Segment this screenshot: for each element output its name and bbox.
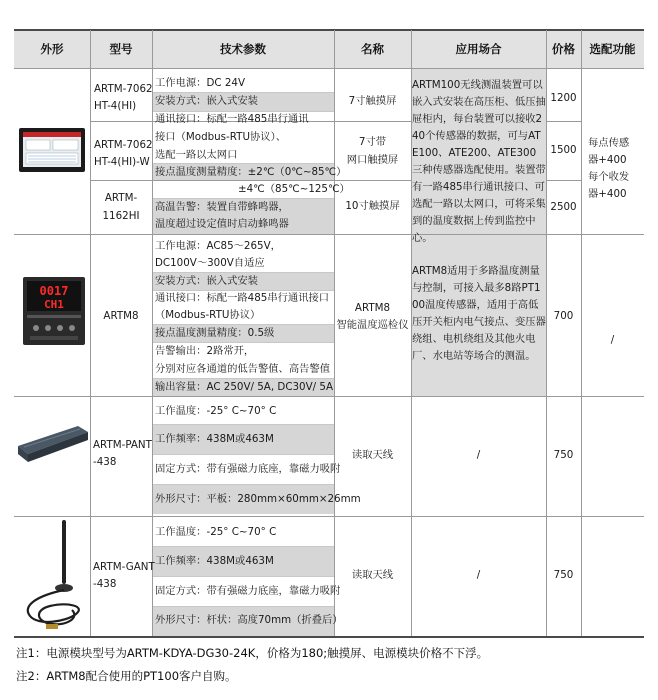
name-7in-touchscreen: 7寸触摸屏 bbox=[348, 95, 397, 107]
model-artm8: ARTM8 bbox=[103, 310, 139, 322]
spec-comm-2: （Modbus-RTU协议） bbox=[155, 309, 261, 321]
spec-alarm-1: 高温告警：装置自带蜂鸣器， bbox=[155, 201, 289, 213]
model-artm-7062-l1: ARTM-7062 bbox=[94, 83, 153, 95]
spec-temperature: 工作温度：-25° C~70° C bbox=[155, 526, 277, 538]
spec-separator bbox=[152, 576, 334, 577]
spec-power-dc: DC100V～300V自适应 bbox=[155, 257, 265, 269]
spec-comm-2: 接口（Modbus-RTU协议）、 bbox=[155, 131, 287, 143]
header-application: 应用场合 bbox=[455, 42, 502, 56]
name-7in-network-l1: 7寸带 bbox=[358, 136, 387, 148]
option-line-1: 每点传感 bbox=[588, 137, 630, 149]
footnote-2: 注2：ARTM8配合使用的PT100客户自购。 bbox=[16, 669, 237, 683]
name-7in-network-l2: 网口触摸屏 bbox=[346, 154, 399, 166]
spec-comm-1: 通讯接口：标配一路485串行通讯 bbox=[155, 113, 309, 125]
model-artm-gant-l1: ARTM-GANT bbox=[93, 561, 155, 573]
price-700: 700 bbox=[553, 310, 574, 322]
spec-mounting: 固定方式：带有强磁力底座，靠磁力吸附 bbox=[155, 463, 341, 475]
display-top-readout: 0017 bbox=[39, 284, 69, 298]
spec-separator bbox=[152, 424, 334, 425]
name-artm8-l2: 智能温度巡检仪 bbox=[336, 319, 409, 331]
application-artm100: ARTM100无线测温装置可以嵌入式安装在高压柜、低压抽屉柜内，每台装置可以接收240个传感器的数据，可与ATE100、ATE200、ATE300三种传感器选配使用。装置带有一路485串行通讯接口、可选配一路以太网口，可将采集到的温度数据上传到监控中心。 bbox=[412, 79, 546, 244]
price-1500: 1500 bbox=[550, 144, 577, 156]
header-specs: 技术参数 bbox=[220, 42, 266, 56]
spec-temperature: 工作温度：-25° C~70° C bbox=[155, 405, 277, 417]
spec-comm-3: 选配一路以太网口 bbox=[155, 149, 238, 161]
name-10in-touchscreen: 10寸触摸屏 bbox=[345, 200, 400, 212]
footnote-1: 注1：电源模块型号为ARTM-KDYA-DG30-24K，价格为180;触摸屏、电源模块价格不下浮。 bbox=[16, 646, 489, 660]
flat-antenna-image bbox=[16, 420, 90, 472]
option-line-2: 器+400 bbox=[588, 154, 627, 166]
application-artm8: ARTM8适用于多路温度测量与控制，可接入最多8路PT100温度传感器，适用于高低压开关柜内电气接点、变压器绕组、电机绕组及其他火电厂、水电站等场合的测温。 bbox=[412, 265, 546, 362]
spec-install: 安装方式：嵌入式安装 bbox=[155, 275, 258, 287]
table-bottom-rule bbox=[14, 636, 644, 638]
spec-separator bbox=[152, 546, 334, 547]
touchscreen-image bbox=[18, 126, 86, 174]
option-line-4: 器+400 bbox=[588, 188, 627, 200]
spec-power: 工作电源：AC85～265V， bbox=[155, 240, 281, 252]
model-artm-7062-l2: HT-4(HI) bbox=[94, 100, 137, 112]
name-reader-antenna: 读取天线 bbox=[351, 569, 394, 581]
spec-accuracy-1: 接点温度测量精度：±2℃（0℃~85℃） bbox=[155, 166, 347, 178]
header-options: 选配功能 bbox=[589, 42, 636, 56]
model-artm-pant-l2: -438 bbox=[93, 456, 117, 468]
spec-comm-1: 通讯接口：标配一路485串行通讯接口 bbox=[155, 292, 330, 304]
model-artm-1162-l1: ARTM- bbox=[104, 192, 138, 204]
spec-separator bbox=[152, 454, 334, 455]
spec-alarm-2: 分别对应各通道的低告警值、高告警值 bbox=[155, 363, 331, 375]
price-1200: 1200 bbox=[550, 92, 577, 104]
price-2500: 2500 bbox=[550, 201, 577, 213]
column-rule bbox=[152, 30, 153, 636]
header-price: 价格 bbox=[552, 42, 575, 56]
model-artm-7062-w-l1: ARTM-7062 bbox=[94, 139, 153, 151]
spec-install: 安装方式：嵌入式安装 bbox=[155, 95, 258, 107]
model-artm-7062-w-l2: HT-4(HI)-W bbox=[94, 156, 150, 168]
display-bottom-readout: CH1 bbox=[44, 298, 64, 311]
spec-accuracy-2: ±4℃（85℃~125℃） bbox=[238, 183, 350, 195]
spec-mounting: 固定方式：带有强磁力底座，靠磁力吸附 bbox=[155, 585, 341, 597]
column-rule bbox=[546, 30, 547, 636]
spec-frequency: 工作频率：438M或463M bbox=[155, 433, 274, 445]
price-750: 750 bbox=[553, 449, 574, 461]
application-none: / bbox=[476, 449, 481, 461]
spec-frequency: 工作频率：438M或463M bbox=[155, 555, 274, 567]
price-750: 750 bbox=[553, 569, 574, 581]
spec-dimensions: 外形尺寸：平板：280mm×60mm×26mm bbox=[155, 493, 361, 505]
row-rule bbox=[546, 121, 581, 122]
model-artm-1162-l2: 1162HI bbox=[102, 210, 140, 222]
spec-alarm-2: 温度超过设定值时启动蜂鸣器 bbox=[155, 218, 289, 230]
row-rule bbox=[14, 234, 644, 235]
temperature-inspector-image bbox=[22, 276, 86, 346]
model-artm-pant-l1: ARTM-PANT bbox=[93, 439, 152, 451]
spec-power: 工作电源：DC 24V bbox=[155, 77, 246, 89]
spec-output: 输出容量：AC 250V/ 5A, DC30V/ 5A bbox=[155, 381, 333, 393]
header-model: 型号 bbox=[109, 42, 133, 56]
model-artm-gant-l2: -438 bbox=[93, 578, 117, 590]
application-none: / bbox=[476, 569, 481, 581]
row-rule bbox=[546, 180, 581, 181]
rod-antenna-image bbox=[16, 518, 90, 634]
header-appearance: 外形 bbox=[40, 42, 64, 56]
spec-accuracy: 接点温度测量精度：0.5级 bbox=[155, 327, 275, 339]
header-rule bbox=[14, 68, 644, 69]
row-rule bbox=[14, 516, 644, 517]
spec-separator bbox=[152, 484, 334, 485]
spec-separator bbox=[152, 606, 334, 607]
name-reader-antenna: 读取天线 bbox=[351, 449, 394, 461]
column-rule bbox=[90, 30, 91, 636]
header-name: 名称 bbox=[361, 42, 384, 56]
spec-dimensions: 外形尺寸：杆状：高度70mm（折叠后） bbox=[155, 614, 343, 626]
spec-alarm-1: 告警输出：2路常开， bbox=[155, 345, 255, 357]
option-line-3: 每个收发 bbox=[588, 171, 630, 183]
row-rule bbox=[14, 396, 644, 397]
name-artm8-l1: ARTM8 bbox=[354, 302, 391, 314]
option-none: / bbox=[610, 334, 615, 346]
